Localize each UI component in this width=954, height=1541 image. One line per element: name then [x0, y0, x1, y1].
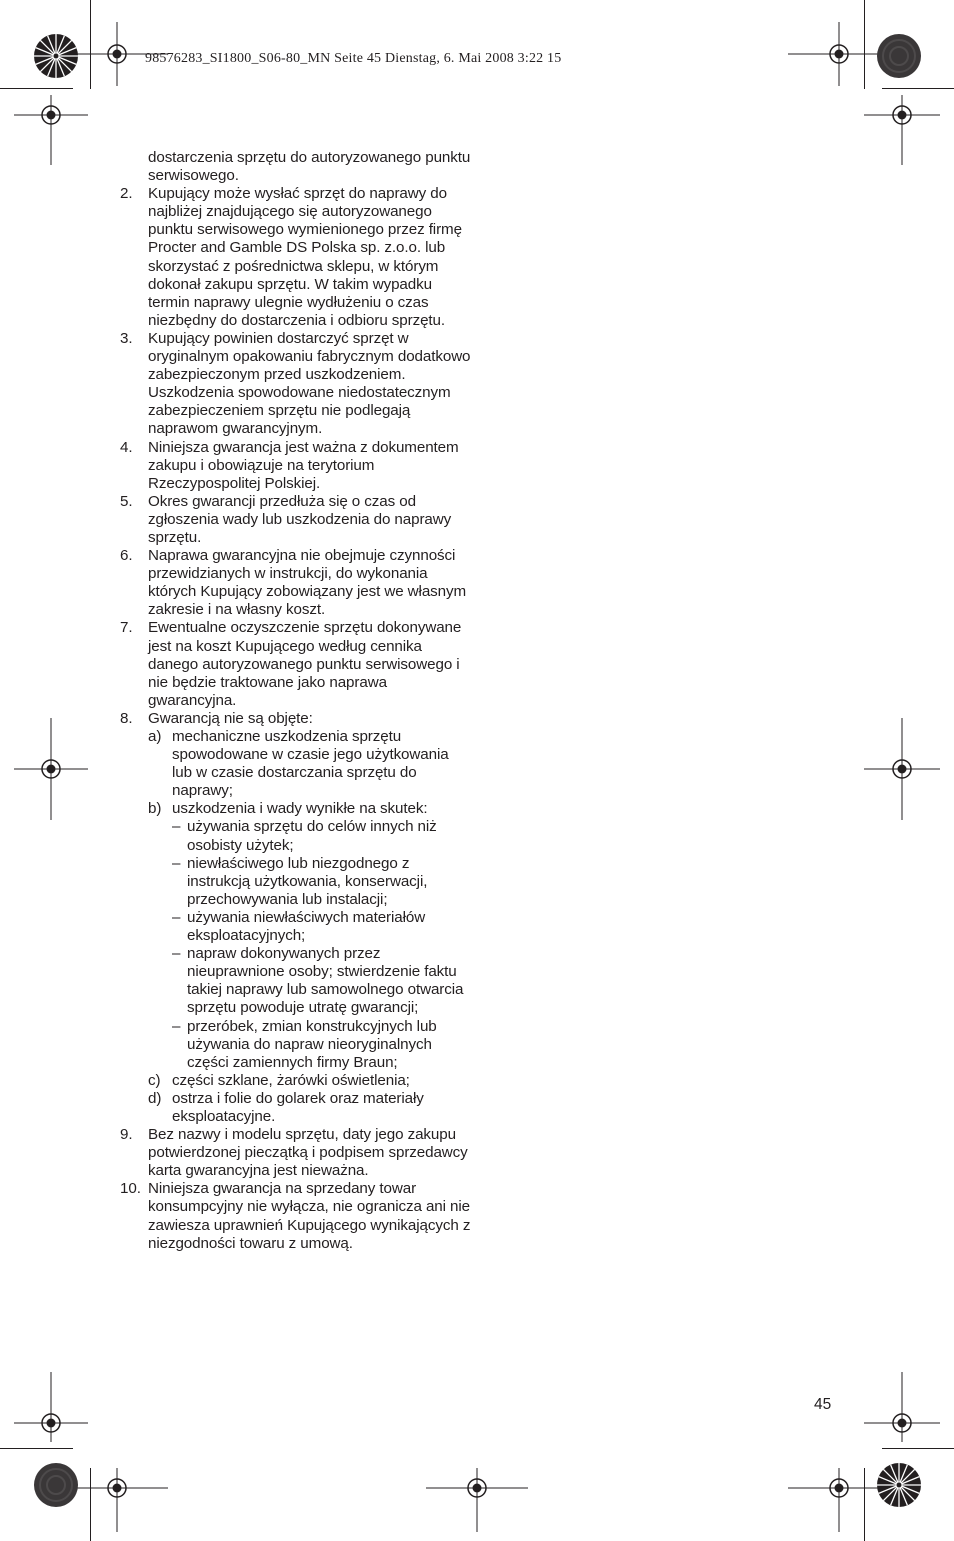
- dash-item: [172, 909, 472, 945]
- sub-item-text: uszkodzenia i wady wynikłe na skutek:: [172, 800, 428, 818]
- sub-item: [148, 1072, 472, 1090]
- print-slug-header: 98576283_SI1800_S06-80_MN Seite 45 Dienstag, 6. Mai 2008 3:22 15: [145, 51, 562, 66]
- sub-item-text: części szklane, żarówki oświetlenia;: [172, 1071, 410, 1089]
- dash-text: niewłaściwego lub niezgodnego z instrukcją użytkowania, konserwacji, przechowywania lub instalacji;: [187, 854, 428, 908]
- registration-mark-icon: [864, 1372, 940, 1442]
- crop-mark: [0, 88, 73, 89]
- registration-mark-icon: [864, 718, 940, 820]
- item-number: 6.: [120, 547, 133, 565]
- dash-text: napraw dokonywanych przez nieuprawnione osoby; stwierdzenie faktu takiej naprawy lub samowolnego otwarcia sprzętu powoduje utratę gwarancji;: [187, 945, 464, 1017]
- registration-mark-icon: [864, 95, 940, 165]
- dash-label: –: [172, 854, 181, 872]
- item-text: Kupujący może wysłać sprzęt do naprawy do najbliżej znajdującego się autoryzowanego punktu serwisowego wymienionego przez firmę Procter and Gamble DS Polska sp. z.o.o. lub skorzystać z pośrednictwa sklepu, w którym dokonał zakupu sprzętu. W takim wypadku termin naprawy ulegnie wydłużeniu o czas niezbędny do dostarczenia i odbioru sprzętu.: [148, 185, 462, 329]
- dash-item: [172, 945, 472, 1017]
- list-item: [120, 330, 472, 439]
- sub-item-label: a): [148, 728, 162, 745]
- item-number: 9.: [120, 1126, 133, 1144]
- sub-item-label: d): [148, 1089, 162, 1107]
- sub-item: [148, 800, 472, 818]
- registration-mark-icon: [788, 22, 890, 86]
- sub-item-label: c): [148, 1071, 161, 1089]
- item-text: Ewentualne oczyszczenie sprzętu dokonywane jest na koszt Kupującego według cennika danego autoryzowanego punktu serwisowego i nie będzie traktowane jako naprawa gwarancyjna.: [148, 619, 462, 709]
- item-number: 10.: [120, 1180, 141, 1198]
- registration-mark-icon: [788, 1468, 890, 1532]
- warranty-conditions-list: [120, 149, 472, 1253]
- dash-item: [172, 855, 472, 909]
- star-target-icon: [33, 33, 79, 79]
- crop-mark: [882, 88, 954, 89]
- registration-mark-icon: [14, 1372, 88, 1442]
- dash-label: –: [172, 908, 181, 926]
- list-item: [120, 1180, 472, 1252]
- star-target-icon: [876, 1462, 922, 1508]
- registration-mark-icon: [14, 718, 88, 820]
- registration-mark-icon: [426, 1468, 528, 1532]
- item-number: 5.: [120, 492, 133, 510]
- registration-mark-icon: [14, 95, 88, 165]
- sub-item-text: mechaniczne uszkodzenia sprzętu spowodowane w czasie jego użytkowania lub w czasie dostarczania sprzętu do naprawy;: [172, 728, 449, 800]
- page-number: 45: [814, 1396, 832, 1413]
- dash-label: –: [172, 1017, 181, 1035]
- list-item: [120, 439, 472, 493]
- item-text: Niniejsza gwarancja na sprzedany towar konsumpcyjny nie wyłącza, nie ogranicza ani nie zawiesza uprawnień Kupującego wynikających z niezgodności towaru z umową.: [148, 1180, 471, 1252]
- dash-label: –: [172, 945, 181, 963]
- list-item: [120, 185, 472, 330]
- item-number: 3.: [120, 329, 133, 347]
- dash-label: –: [172, 818, 181, 836]
- item-number: 4.: [120, 438, 133, 456]
- list-item: [120, 493, 472, 547]
- item-text: Okres gwarancji przedłuża się o czas od zgłoszenia wady lub uszkodzenia do naprawy sprzętu.: [148, 492, 452, 546]
- registration-mark-icon: [66, 1468, 168, 1532]
- item-number: 2.: [120, 185, 133, 203]
- sub-item: [148, 1090, 472, 1126]
- item-text: Bez nazwy i modelu sprzętu, daty jego zakupu potwierdzonej pieczątką i podpisem sprzedawcy karta gwarancyjna jest nieważna.: [148, 1126, 468, 1180]
- dash-text: używania sprzętu do celów innych niż osobisty użytek;: [187, 818, 437, 854]
- dash-text: przeróbek, zmian konstrukcyjnych lub używania do napraw nieoryginalnych części zamiennych firmy Braun;: [187, 1017, 437, 1071]
- item-number: 7.: [120, 619, 133, 637]
- item-text: Niniejsza gwarancja jest ważna z dokumentem zakupu i obowiązuje na terytorium Rzeczypospolitej Polskiej.: [148, 438, 459, 492]
- list-item: [120, 547, 472, 619]
- dash-item: [172, 1018, 472, 1072]
- list-item: [120, 710, 472, 728]
- list-item: [120, 1126, 472, 1180]
- item-text: Gwarancją nie są objęte:: [148, 709, 313, 727]
- dash-item: [172, 818, 472, 854]
- list-item: [120, 619, 472, 709]
- halftone-target-icon: [33, 1462, 79, 1508]
- crop-mark: [882, 1448, 954, 1449]
- sub-item-label: b): [148, 800, 162, 818]
- item-1-continuation: dostarczenia sprzętu do autoryzowanego punktu serwisowego.: [148, 149, 471, 185]
- item-text: Naprawa gwarancyjna nie obejmuje czynności przewidzianych w instrukcji, do wykonania których Kupujący zobowiązany jest we własnym zakresie i na własny koszt.: [148, 547, 467, 619]
- item-number: 8.: [120, 709, 133, 727]
- sub-item-text: ostrza i folie do golarek oraz materiały eksploatacyjne.: [172, 1089, 424, 1125]
- halftone-target-icon: [876, 33, 922, 79]
- dash-text: używania niewłaściwych materiałów eksploatacyjnych;: [187, 908, 426, 945]
- item-text: Kupujący powinien dostarczyć sprzęt w oryginalnym opakowaniu fabrycznym dodatkowo zabezpieczonym przed uszkodzeniem. Uszkodzenia spowodowane niedostatecznym zabezpieczeniem sprzętu nie podlegają naprawom gwarancyjnym.: [148, 329, 471, 438]
- crop-mark: [0, 1448, 73, 1449]
- sub-item: [148, 728, 472, 800]
